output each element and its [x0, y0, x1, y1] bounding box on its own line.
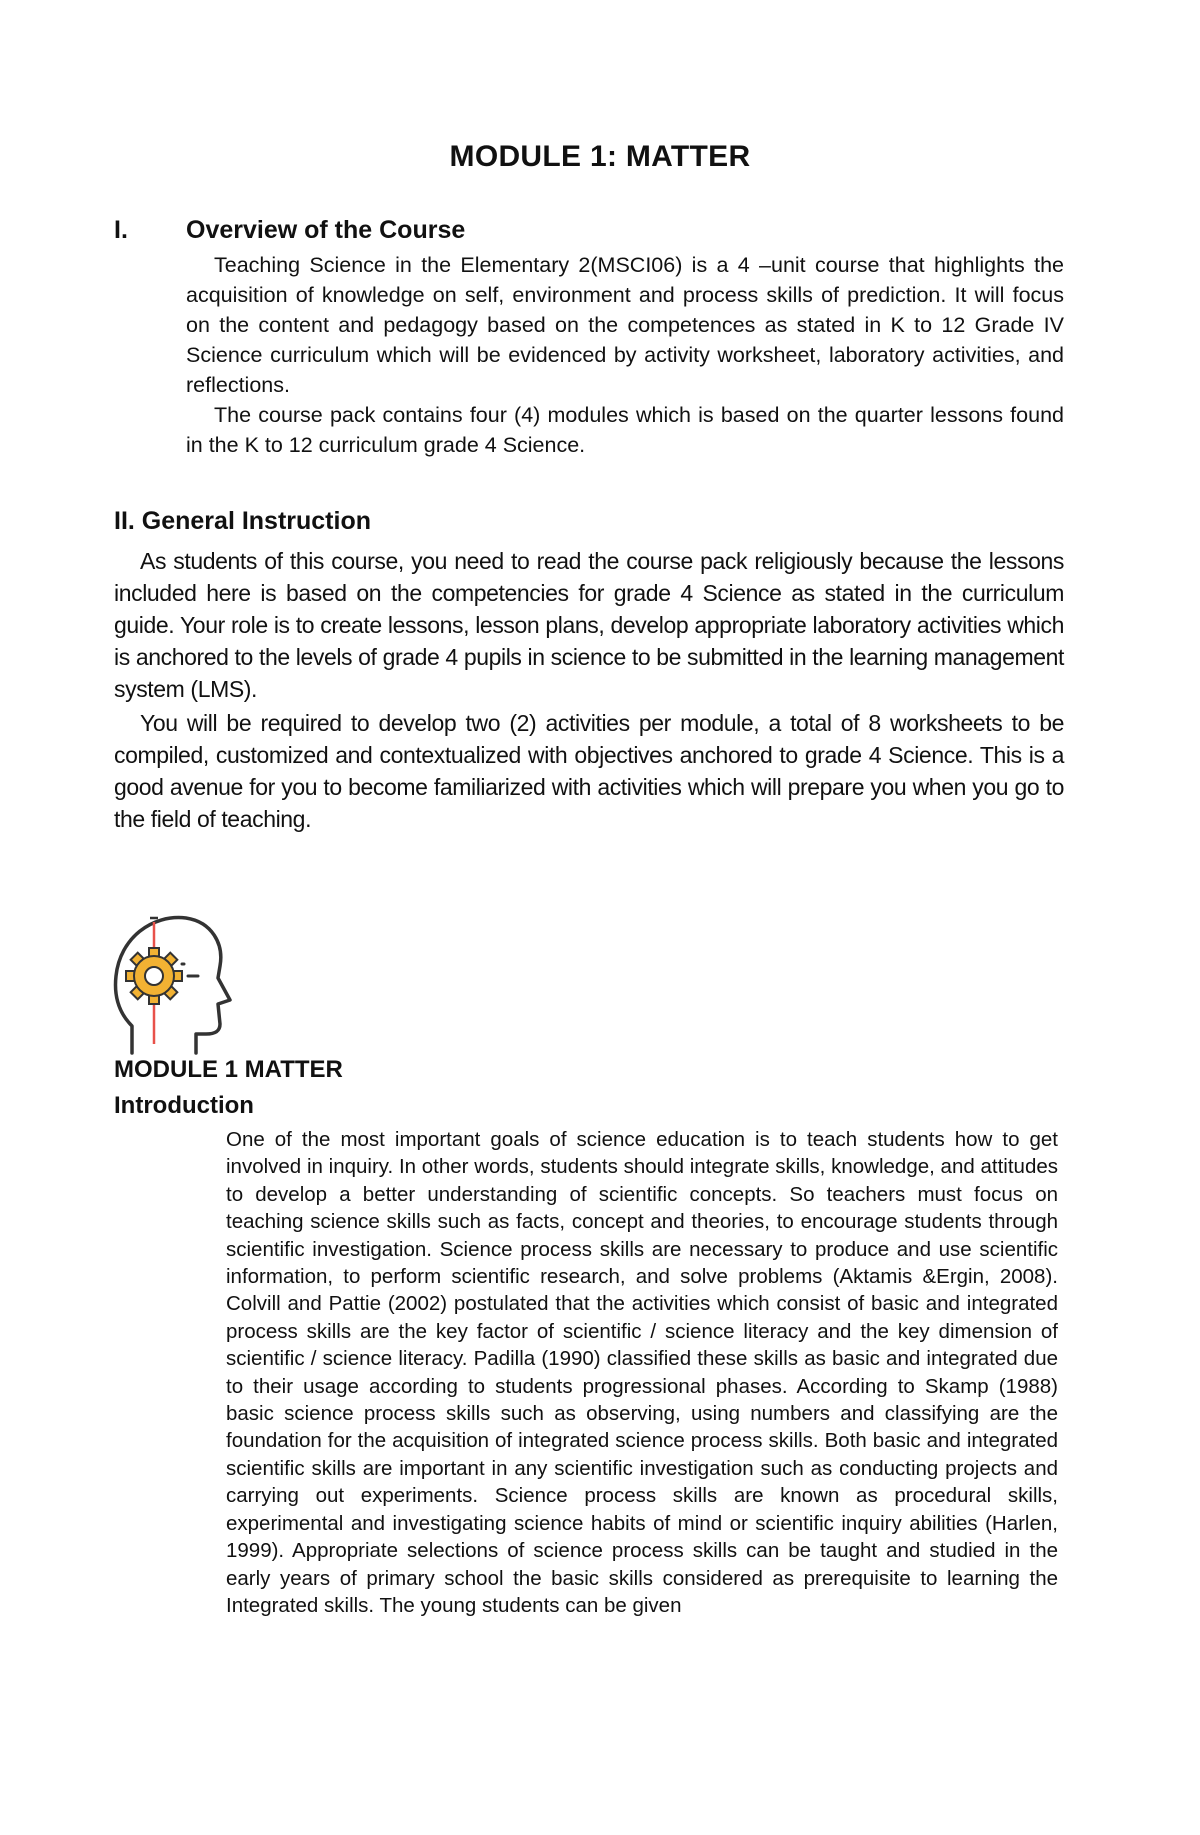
module-title: MODULE 1 MATTER — [114, 1056, 343, 1083]
page-title: MODULE 1: MATTER — [449, 140, 751, 173]
general-instruction-paragraph-2: You will be required to develop two (2) activities per module, a total of 8 worksheets to be compiled, customized and contextualized with objectives anchored to grade 4 Science. This is a good avenue for you to become familiarized with activities which will prepare you when you go to the field of teaching. — [114, 710, 1064, 832]
section-heading-overview: Overview of the Course — [186, 216, 466, 244]
overview-paragraph-2: The course pack contains four (4) modules which is based on the quarter lessons found in the K to 12 curriculum grade 4 Science. — [186, 403, 1064, 457]
section-heading-general-instruction: II. General Instruction — [114, 507, 371, 535]
introduction-paragraph: One of the most important goals of science education is to teach students how to get involved in inquiry. In other words, students should integrate skills, knowledge, and attitudes to develop a better understanding of scientific concepts. So teachers must focus on teaching science skills such as facts, concept and theories, to encourage students through scientific investigation. Science process skills are necessary to produce and use scientific information, to perform scientific research, and solve problems (Aktamis &Ergin, 2008). Colvill and Pattie (2002) postulated that the activities which consist of basic and integrated process skills are the key factor of scientific / science literacy and the key dimension of scientific / science literacy. Padilla (1990) classified these skills as basic and integrated due to their usage according to students progressional phases. According to Skamp (1988) basic science process skills such as observing, using numbers and classifying are the foundation for the acquisition of integrated science process skills. Both basic and integrated scientific skills are important in any scientific investigation such as conducting projects and carrying out experiments. Science process skills are known as procedural skills, experimental and investigating science habits of mind or scientific inquiry abilities (Harlen, 1999). Appropriate selections of science process skills can be taught and studied in the early years of primary school the basic skills considered as prerequisite to learning the Integrated skills. The young students can be given — [226, 1128, 1058, 1617]
head-gear-icon — [112, 908, 232, 1058]
overview-paragraph-1: Teaching Science in the Elementary 2(MSCI06) is a 4 –unit course that highlights the acquisition of knowledge on self, environment and process skills of prediction. It will focus on the content and pedagogy based on the competences as stated in K to 12 Grade IV Science curriculum which will be evidenced by activity worksheet, laboratory activities, and reflections. — [186, 253, 1064, 397]
general-instruction-paragraph-1: As students of this course, you need to read the course pack religiously because the lessons included here is based on the competencies for grade 4 Science as stated in the curriculum guide. Your role is to create lessons, lesson plans, develop appropriate laboratory activities which is anchored to the levels of grade 4 pupils in science to be submitted in the learning management system (LMS). — [114, 548, 1064, 702]
module-subtitle: Introduction — [114, 1092, 254, 1119]
section-number: I. — [114, 216, 128, 244]
